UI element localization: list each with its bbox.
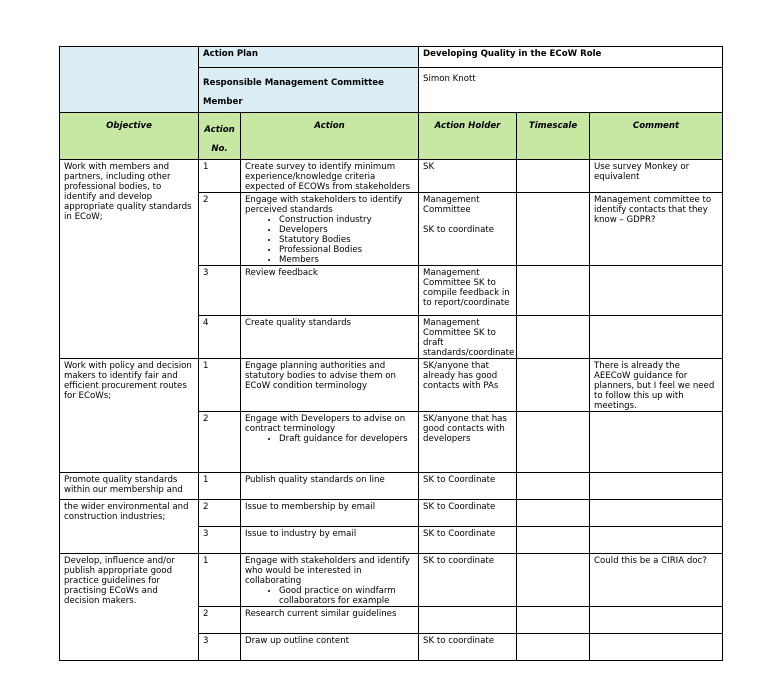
objective-cell: Promote quality standards within our membership and <box>60 473 199 500</box>
action-no-cell: 1 <box>199 554 241 607</box>
timescale-cell <box>517 193 590 266</box>
action-holder-cell: SK/anyone that has good contacts with developers <box>419 412 517 473</box>
timescale-cell <box>517 266 590 316</box>
action-cell: Create quality standards <box>241 316 419 359</box>
action-no-cell: 2 <box>199 607 241 634</box>
action-cell: Review feedback <box>241 266 419 316</box>
action-text: Engage with stakeholders and identify who would be interested in collaborating <box>245 556 410 586</box>
col-header-action-no: Action No. <box>199 113 241 160</box>
objective-cell: the wider environmental and construction industries; <box>60 500 199 554</box>
action-cell: Issue to industry by email <box>241 527 419 554</box>
col-header-action-holder: Action Holder <box>419 113 517 160</box>
col-header-action: Action <box>241 113 419 160</box>
action-holder-text: Management Committee <box>423 195 480 215</box>
comment-cell: There is already the AEECoW guidance for planners, but I feel we need to follow this up with meetings. <box>590 359 723 412</box>
col-header-objective: Objective <box>60 113 199 160</box>
action-holder-cell: SK to Coordinate <box>419 473 517 500</box>
comment-cell: Use survey Monkey or equivalent <box>590 160 723 193</box>
list-item: • Construction industry <box>279 215 414 225</box>
table-row <box>60 500 723 527</box>
action-no-cell: 2 <box>199 412 241 473</box>
action-cell: Issue to membership by email <box>241 500 419 527</box>
action-cell: Create survey to identify minimum experience/knowledge criteria expected of ECOWs from stakeholders <box>241 160 419 193</box>
header-blank-cell <box>60 47 199 113</box>
timescale-cell <box>517 554 590 607</box>
objective-cell: Develop, influence and/or publish appropriate good practice guidelines for practising ECoWs and decision makers. <box>60 554 199 661</box>
action-no-cell: 2 <box>199 193 241 266</box>
role-title: Developing Quality in the ECoW Role <box>419 47 723 68</box>
timescale-cell <box>517 359 590 412</box>
list-item: • Good practice on windfarm collaborators for example <box>279 586 414 606</box>
action-cell <box>241 193 419 266</box>
timescale-cell <box>517 500 590 527</box>
comment-cell <box>590 473 723 500</box>
action-text: Engage with Developers to advise on contract terminology <box>245 414 406 434</box>
timescale-cell <box>517 316 590 359</box>
action-cell: Engage planning authorities and statutory bodies to advise them on ECoW condition terminology <box>241 359 419 412</box>
action-holder-cell: Management Committee SK to draft standards/coordinate <box>419 316 517 359</box>
comment-cell <box>590 500 723 527</box>
list-item: • Statutory Bodies <box>279 235 414 245</box>
action-holder-cell: SK to coordinate <box>419 634 517 661</box>
comment-cell: Could this be a CIRIA doc? <box>590 554 723 607</box>
action-no-cell: 4 <box>199 316 241 359</box>
list-item: • Members <box>279 255 414 265</box>
list-item: • Professional Bodies <box>279 245 414 255</box>
comment-cell: Management committee to identify contacts that they know – GDPR? <box>590 193 723 266</box>
bullet-list <box>245 215 414 265</box>
comment-cell <box>590 527 723 554</box>
action-cell: Publish quality standards on line <box>241 473 419 500</box>
action-plan-label: Action Plan <box>199 47 419 68</box>
comment-cell <box>590 412 723 473</box>
comment-cell <box>590 316 723 359</box>
action-holder-cell: SK to Coordinate <box>419 500 517 527</box>
action-cell <box>241 554 419 607</box>
timescale-cell <box>517 634 590 661</box>
action-no-cell: 3 <box>199 634 241 661</box>
list-item: • Draft guidance for developers <box>279 434 414 444</box>
table-row <box>60 359 723 412</box>
responsible-name: Simon Knott <box>419 68 723 113</box>
action-no-cell: 3 <box>199 266 241 316</box>
timescale-cell <box>517 607 590 634</box>
action-holder-cell: SK to Coordinate <box>419 527 517 554</box>
bullet-list <box>245 586 414 606</box>
action-holder-cell <box>419 607 517 634</box>
bullet-list <box>245 434 414 444</box>
timescale-cell <box>517 527 590 554</box>
action-holder-cell: SK/anyone that already has good contacts with PAs <box>419 359 517 412</box>
comment-cell <box>590 634 723 661</box>
action-holder-text: SK to coordinate <box>423 225 495 235</box>
comment-cell <box>590 266 723 316</box>
action-text: Engage with stakeholders to identify perceived standards <box>245 195 403 215</box>
objective-cell: Work with policy and decision makers to identify fair and efficient procurement routes for ECoWs; <box>60 359 199 473</box>
action-holder-cell: SK <box>419 160 517 193</box>
col-header-comment: Comment <box>590 113 723 160</box>
action-holder-cell <box>419 193 517 266</box>
action-no-cell: 1 <box>199 160 241 193</box>
action-plan-table <box>59 46 723 661</box>
objective-cell: Work with members and partners, including other professional bodies, to identify and develop appropriate quality standards in ECoW; <box>60 160 199 359</box>
action-cell: Research current similar guidelines <box>241 607 419 634</box>
action-cell <box>241 412 419 473</box>
comment-cell <box>590 607 723 634</box>
timescale-cell <box>517 412 590 473</box>
responsible-label: Responsible Management Committee Member <box>199 68 419 113</box>
action-cell: Draw up outline content <box>241 634 419 661</box>
timescale-cell <box>517 473 590 500</box>
col-header-timescale: Timescale <box>517 113 590 160</box>
table-row <box>60 473 723 500</box>
table-row <box>60 554 723 607</box>
action-no-cell: 2 <box>199 500 241 527</box>
table-row <box>60 160 723 193</box>
action-holder-cell: SK to coordinate <box>419 554 517 607</box>
action-no-cell: 1 <box>199 359 241 412</box>
list-item: • Developers <box>279 225 414 235</box>
action-holder-cell: Management Committee SK to compile feedback in to report/coordinate <box>419 266 517 316</box>
action-no-cell: 1 <box>199 473 241 500</box>
timescale-cell <box>517 160 590 193</box>
action-no-cell: 3 <box>199 527 241 554</box>
